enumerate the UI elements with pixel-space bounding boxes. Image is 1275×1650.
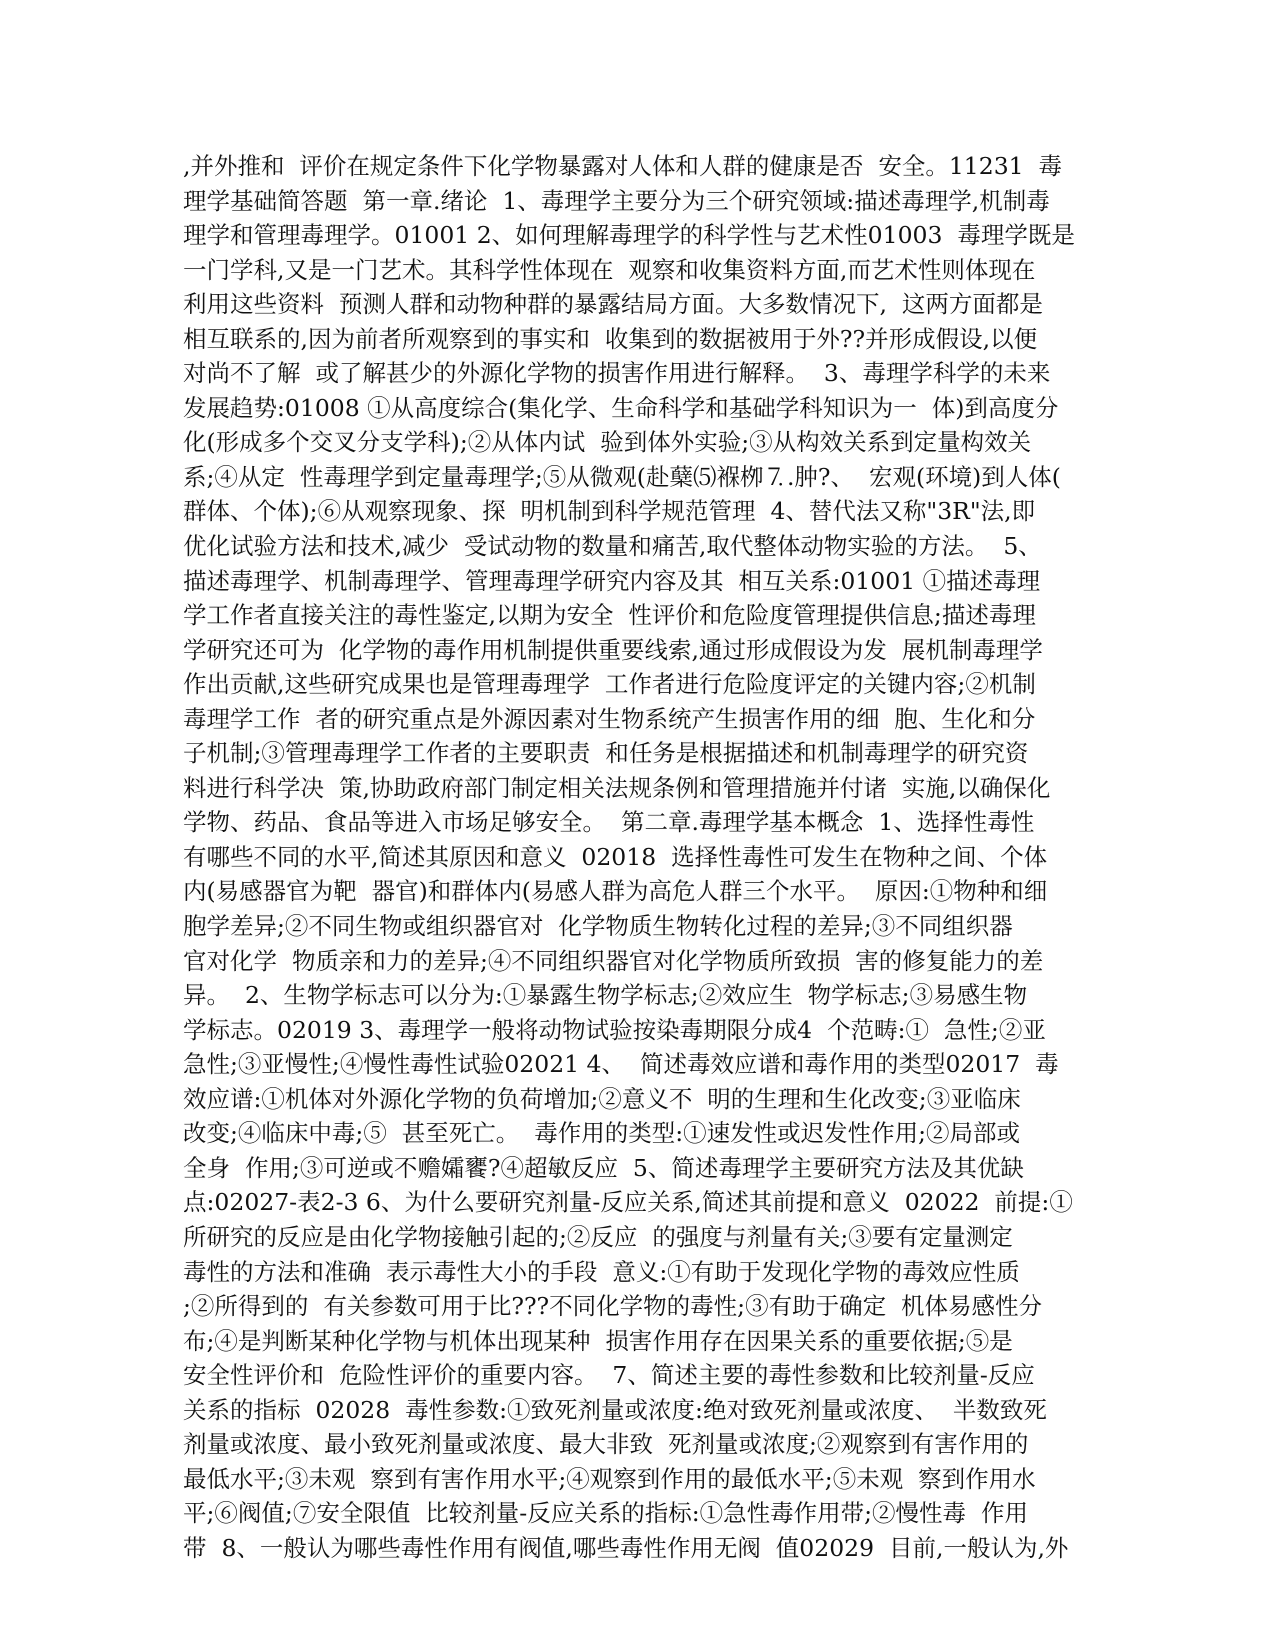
text-line: 利用这些资料 预测人群和动物种群的暴露结局方面。大多数情况下, 这两方面都是 [183, 290, 1043, 319]
text-line: 毒性的方法和准确 表示毒性大小的手段 意义:①有助于发现化学物的毒效应性质 [183, 1257, 1020, 1286]
text-line: 子机制;③管理毒理学工作者的主要职责 和任务是根据描述和机制毒理学的研究资 [183, 739, 1029, 768]
text-line: 作出贡献,这些研究成果也是管理毒理学 工作者进行危险度评定的关键内容;②机制 [183, 670, 1036, 699]
text-line: 官对化学 物质亲和力的差异;④不同组织器官对化学物质所致损 害的修复能力的差 [183, 946, 1044, 975]
text-line: 一门学科,又是一门艺术。其科学性体现在 观察和收集资料方面,而艺术性则体现在 [183, 255, 1036, 284]
text-line: 关系的指标 02028 毒性参数:①致死剂量或浓度:绝对致死剂量或浓度、 半数致死 [183, 1395, 1047, 1424]
text-line: 带 8、一般认为哪些毒性作用有阀值,哪些毒性作用无阀 值02029 目前,一般认为,外 [183, 1533, 1069, 1562]
text-line: 相互联系的,因为前者所观察到的事实和 收集到的数据被用于外??并形成假设,以便 [183, 324, 1038, 353]
text-line: 所研究的反应是由化学物接触引起的;②反应 的强度与剂量有关;③要有定量测定 [183, 1222, 1013, 1251]
text-line: 理学和管理毒理学。01001 2、如何理解毒理学的科学性与艺术性01003 毒理学既是 [183, 221, 1075, 250]
text-line: 改变;④临床中毒;⑤ 甚至死亡。 毒作用的类型:①速发性或迟发性作用;②局部或 [183, 1119, 1021, 1148]
text-line: 理学基础简答题 第一章.绪论 1、毒理学主要分为三个研究领域:描述毒理学,机制毒 [183, 186, 1050, 215]
text-line: 学研究还可为 化学物的毒作用机制提供重要线索,通过形成假设为发 展机制毒理学 [183, 635, 1043, 664]
text-line: 急性;③亚慢性;④慢性毒性试验02021 4、 简述毒效应谱和毒作用的类型02017 毒 [183, 1050, 1059, 1079]
text-line: ,并外推和 评价在规定条件下化学物暴露对人体和人群的健康是否 安全。11231 毒 [183, 152, 1063, 180]
text-line: 学工作者直接关注的毒性鉴定,以期为安全 性评价和危险度管理提供信息;描述毒理 [183, 601, 1036, 630]
text-line: 全身 作用;③可逆或不赡孀饔?④超敏反应 5、简述毒理学主要研究方法及其优缺 [183, 1153, 1024, 1182]
text-line: ;②所得到的 有关参数可用于比???不同化学物的毒性;③有助于确定 机体易感性分 [183, 1292, 1043, 1321]
text-line: 异。 2、生物学标志可以分为:①暴露生物学标志;②效应生 物学标志;③易感生物 [183, 981, 1028, 1010]
text-line: 学物、药品、食品等进入市场足够安全。 第二章.毒理学基本概念 1、选择性毒性 [183, 808, 1035, 837]
text-line: 效应谱:①机体对外源化学物的负荷增加;②意义不 明的生理和生化改变;③亚临床 [183, 1084, 1021, 1113]
text-line: 料进行科学决 策,协助政府部门制定相关法规条例和管理措施并付诸 实施,以确保化 [183, 773, 1051, 802]
text-line: 布;④是判断某种化学物与机体出现某种 损害作用存在因果关系的重要依据;⑤是 [183, 1326, 1013, 1355]
text-line: 胞学差异;②不同生物或组织器官对 化学物质生物转化过程的差异;③不同组织器 [183, 912, 1013, 941]
text-line: 安全性评价和 危险性评价的重要内容。 7、简述主要的毒性参数和比较剂量-反应 [183, 1361, 1035, 1390]
text-line: 描述毒理学、机制毒理学、管理毒理学研究内容及其 相互关系:01001 ①描述毒理 [183, 566, 1041, 595]
text-line: 学标志。02019 3、毒理学一般将动物试验按染毒期限分成4 个范畴:① 急性;②亚 [183, 1015, 1046, 1044]
text-line: 毒理学工作 者的研究重点是外源因素对生物系统产生损害作用的细 胞、生化和分 [183, 704, 1036, 733]
text-line: 化(形成多个交叉分支学科);②从体内试 验到体外实验;③从构效关系到定量构效关 [183, 428, 1032, 457]
text-line: 群体、个体);⑥从观察现象、探 明机制到科学规范管理 4、替代法又称"3R"法,即 [183, 497, 1036, 526]
text-line: 内(易感器官为靶 器官)和群体内(易感人群为高危人群三个水平。 原因:①物种和细 [183, 877, 1048, 906]
body-text [183, 149, 1093, 1565]
text-line: 发展趋势:01008 ①从高度综合(集化学、生命科学和基础学科知识为一 体)到高度分 [183, 393, 1059, 422]
text-line: 点:02027-表2-3 6、为什么要研究剂量-反应关系,简述其前提和意义 02022 前提:① [183, 1188, 1073, 1217]
text-line: 对尚不了解 或了解甚少的外源化学物的损害作用进行解释。 3、毒理学科学的未来 [183, 359, 1051, 388]
text-line: 平;⑥阀值;⑦安全限值 比较剂量-反应关系的指标:①急性毒作用带;②慢性毒 作用 [183, 1499, 1028, 1528]
text-line: 优化试验方法和技术,减少 受试动物的数量和痛苦,取代整体动物实验的方法。 5、 [183, 532, 1042, 561]
text-line: 最低水平;③未观 察到有害作用水平;④观察到作用的最低水平;⑤未观 察到作用水 [183, 1464, 1036, 1493]
text-line: 有哪些不同的水平,简述其原因和意义 02018 选择性毒性可发生在物种之间、个体 [183, 842, 1048, 871]
text-line: 剂量或浓度、最小致死剂量或浓度、最大非致 死剂量或浓度;②观察到有害作用的 [183, 1430, 1029, 1459]
text-line: 系;④从定 性毒理学到定量毒理学;⑤从微观(赴蘖⑸褓栁⒎.肿?、 宏观(环境)到人体( [183, 462, 1061, 491]
